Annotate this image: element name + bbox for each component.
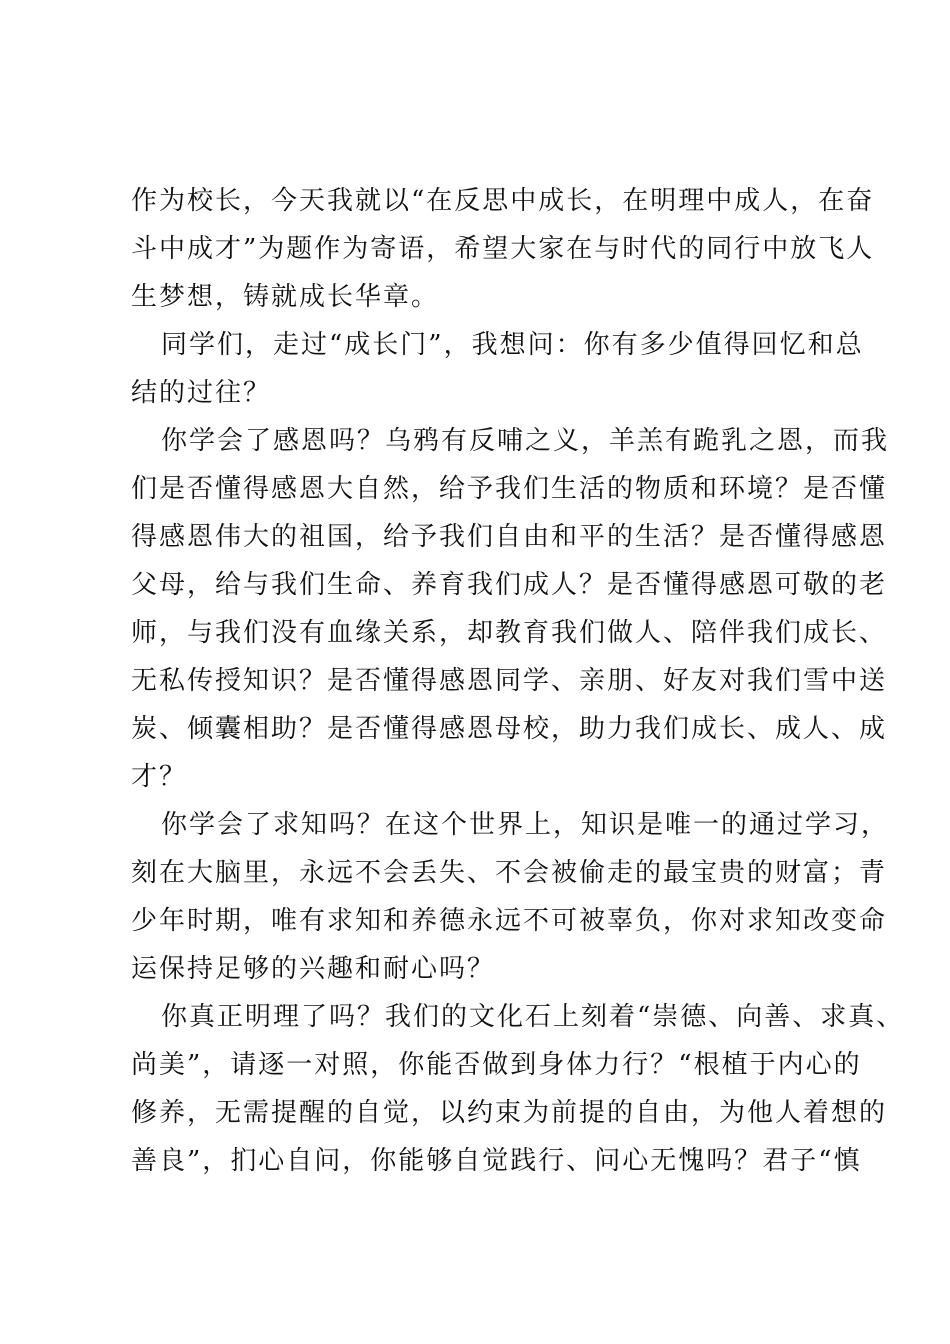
text-line: 运保持足够的兴趣和耐心吗？ [131,954,496,984]
text-line: 作为校长，今天我就以“在反思中成长，在明理中成人，在奋 [131,186,875,216]
text-line: 修养，无需提醒的自觉，以约束为前提的自由，为他人着想的 [131,1098,888,1128]
text-line: 炭、倾囊相助？是否懂得感恩母校，助力我们成长、成人、成 [131,714,888,744]
text-line: 才？ [131,762,188,792]
paragraph-5 [131,993,905,1185]
paragraph-4 [131,801,890,993]
text-line: 尚美”，请逐一对照，你能否做到身体力行？“根植于内心的 [131,1050,862,1080]
text-line: 得感恩伟大的祖国，给予我们自由和平的生活？是否懂得感恩 [131,522,888,552]
paragraph-2 [131,321,864,417]
paragraph-1 [131,177,875,321]
text-line: 善良”，扪心自问，你能够自觉践行、问心无愧吗？君子“慎 [131,1146,862,1176]
text-line: 父母，给与我们生命、养育我们成人？是否懂得感恩可敬的老 [131,570,888,600]
text-line: 刻在大脑里，永远不会丢失、不会被偷走的最宝贵的财富；青 [131,858,888,888]
text-line: 生梦想，铸就成长华章。 [131,282,440,312]
text-line: 少年时期，唯有求知和养德永远不可被辜负，你对求知改变命 [131,906,888,936]
text-line: 你学会了求知吗？在这个世界上，知识是唯一的通过学习， [161,810,890,840]
text-line: 无私传授知识？是否懂得感恩同学、亲朋、好友对我们雪中送 [131,666,888,696]
text-line: 结的过往？ [131,378,272,408]
text-line: 斗中成才”为题作为寄语，希望大家在与时代的同行中放飞人 [131,234,875,264]
document-body [131,177,905,1185]
paragraph-3 [131,417,890,801]
text-line: 你真正明理了吗？我们的文化石上刻着“崇德、向善、求真、 [161,1002,905,1032]
text-line: 们是否懂得感恩大自然，给予我们生活的物质和环境？是否懂 [131,474,888,504]
text-line: 师，与我们没有血缘关系，却教育我们做人、陪伴我们成长、 [131,618,888,648]
text-line: 你学会了感恩吗？乌鸦有反哺之义，羊羔有跪乳之恩，而我 [161,426,890,456]
text-line: 同学们，走过“成长门”，我想问：你有多少值得回忆和总 [161,330,864,360]
